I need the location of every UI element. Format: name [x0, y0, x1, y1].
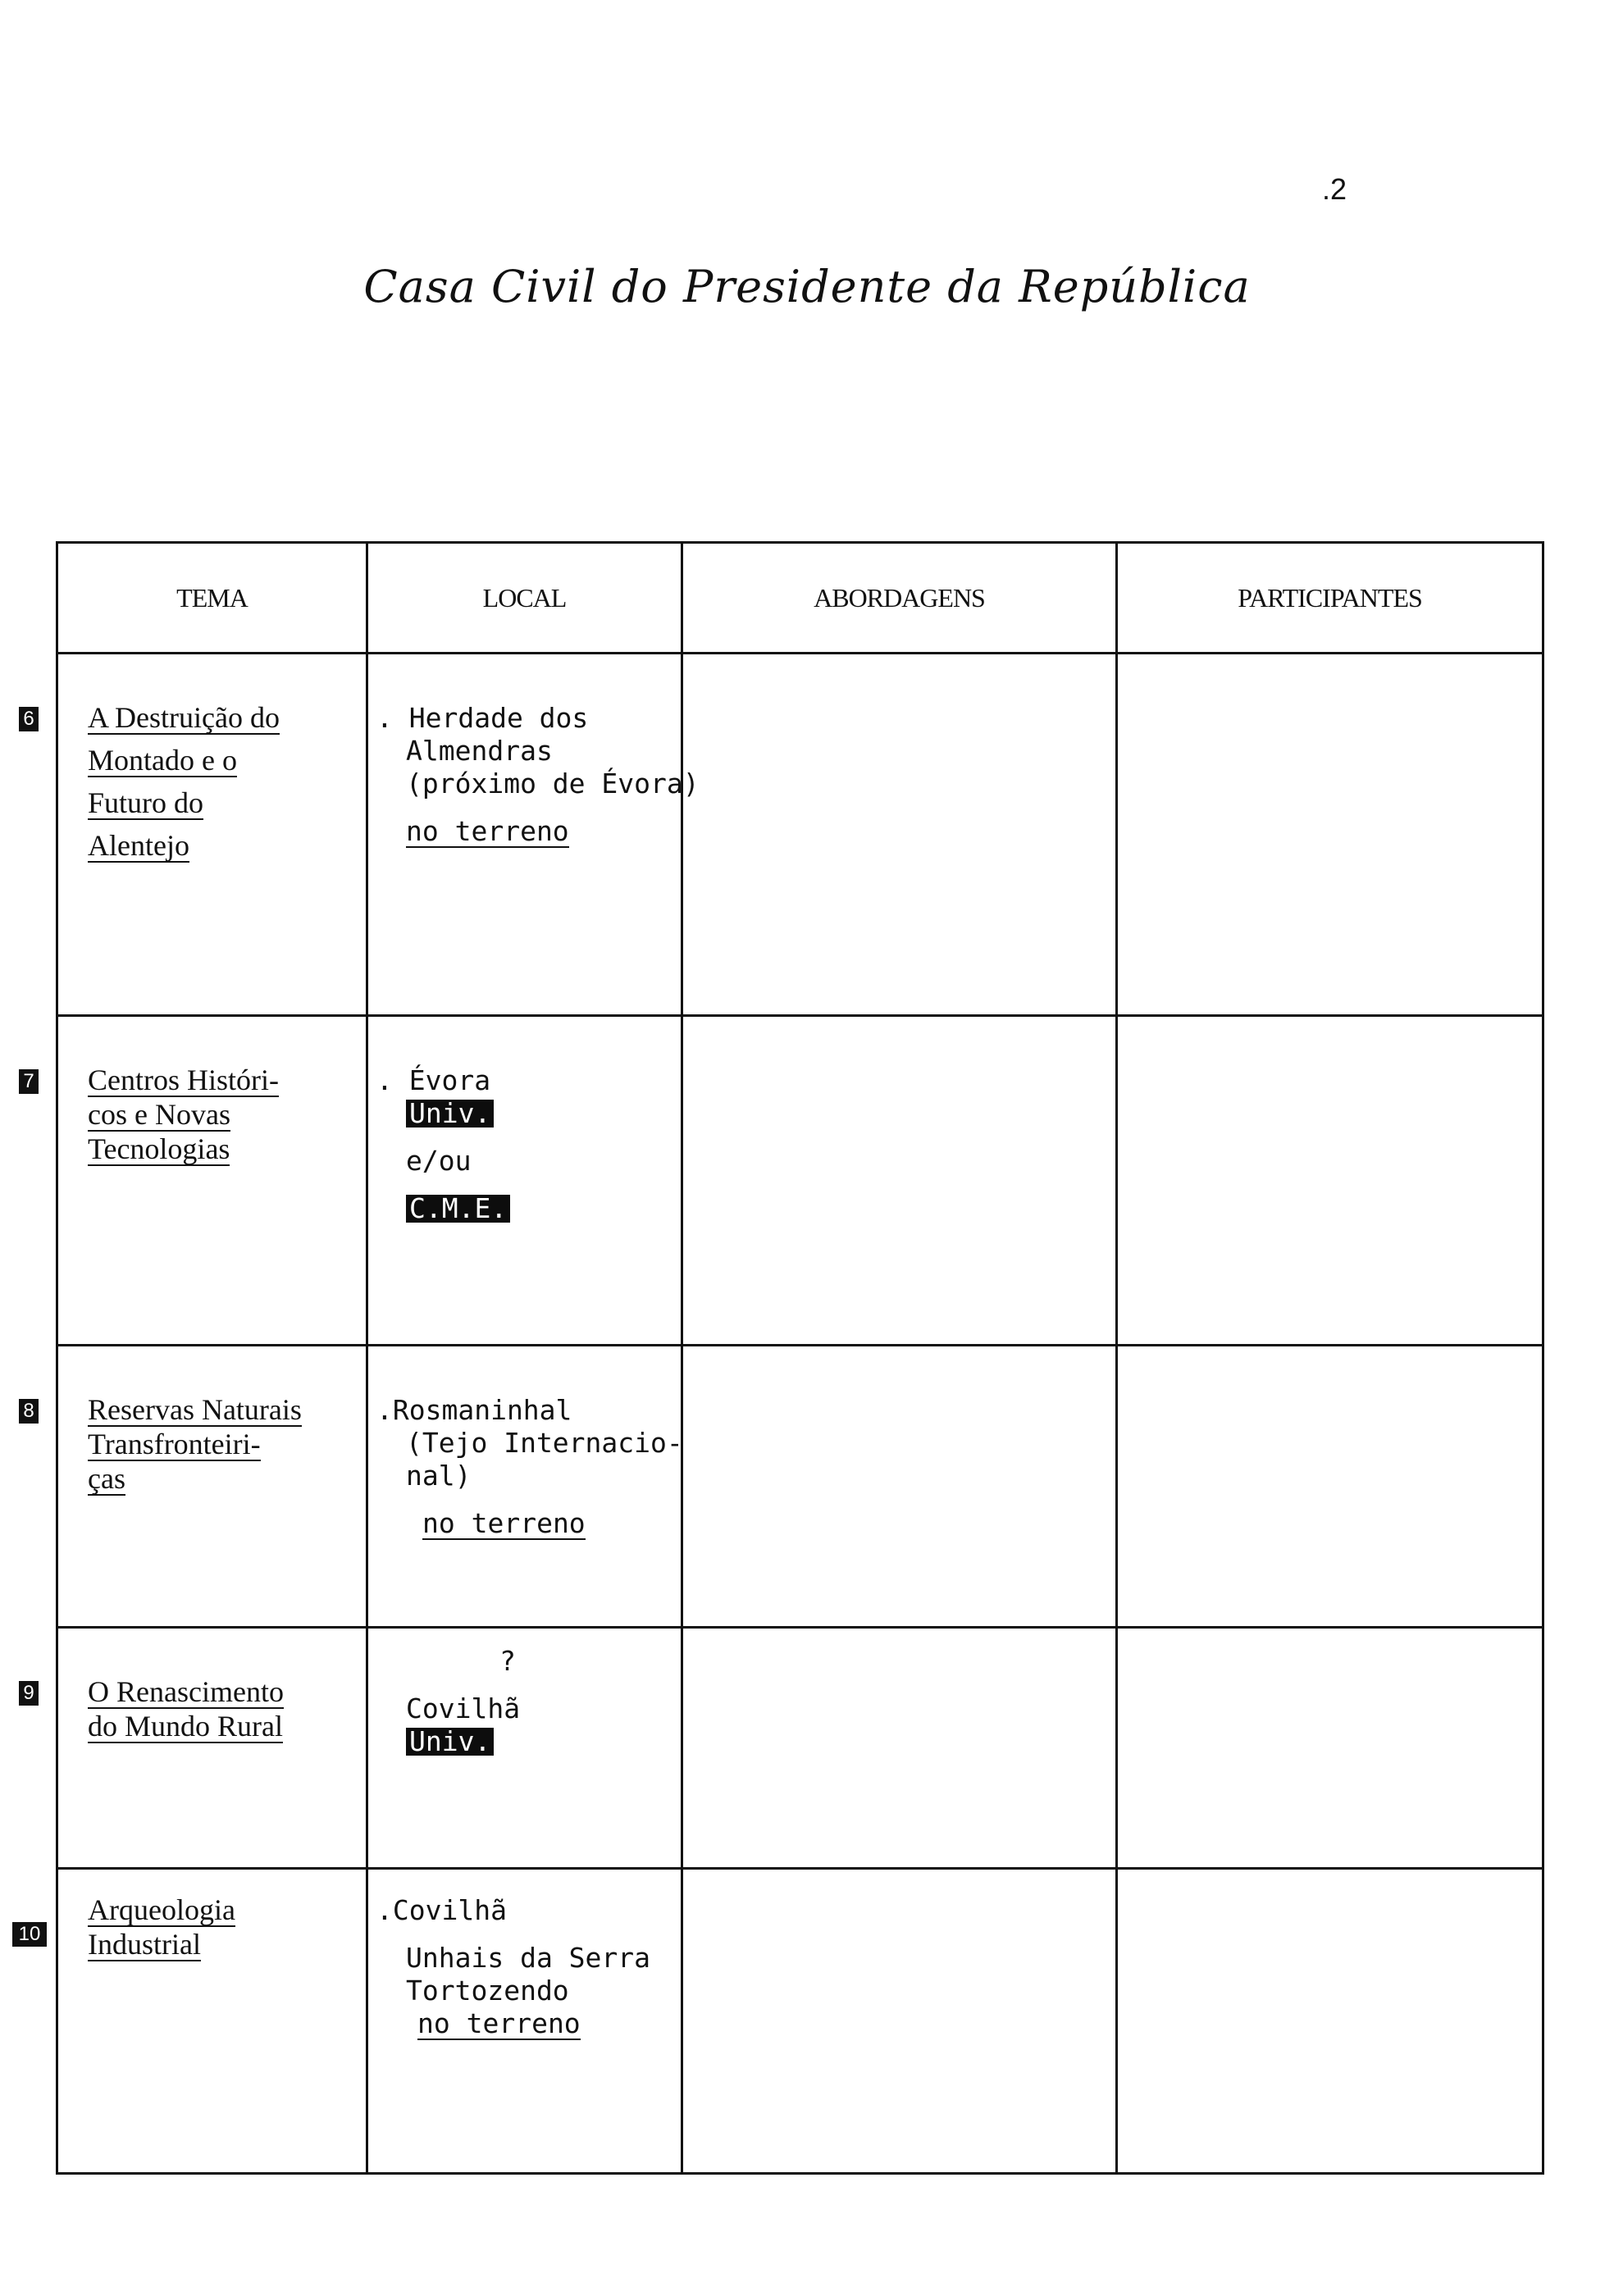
abordagens-cell: [682, 654, 1117, 1016]
local-text: (próximo de Évora): [406, 768, 700, 800]
row-number-badge: 9: [19, 1681, 39, 1706]
local-cell: [367, 1346, 682, 1628]
tema-text: Transfronteiri-: [88, 1428, 261, 1460]
local-text: Tortozendo: [406, 1975, 569, 2007]
abordagens-cell: [682, 1016, 1117, 1346]
tema-text: cos e Novas: [88, 1098, 230, 1131]
local-text: . Évora: [376, 1064, 491, 1096]
redacted-text: Univ.: [406, 1100, 494, 1128]
local-text: e/ou: [406, 1145, 472, 1177]
tema-cell: [23, 1346, 367, 1628]
redacted-text: Univ.: [406, 1728, 494, 1756]
participantes-cell: [1117, 1016, 1543, 1346]
redacted-text: C.M.E.: [406, 1195, 510, 1223]
tema-text: A Destruição do: [88, 701, 280, 734]
abordagens-cell: [682, 1346, 1117, 1628]
schedule-table: [18, 541, 1544, 2175]
participantes-cell: [1117, 1869, 1543, 2174]
tema-text: do Mundo Rural: [88, 1710, 283, 1742]
local-text: .Covilhã: [376, 1894, 507, 1926]
table-row: [57, 654, 1543, 1016]
tema-text: Futuro do: [88, 786, 204, 819]
local-text: Almendras: [406, 735, 553, 767]
table-row: [57, 1628, 1543, 1869]
tema-text: Tecnologias: [88, 1132, 230, 1165]
tema-text: Alentejo: [88, 829, 189, 862]
tema-text: ças: [88, 1462, 125, 1495]
tema-text: Reservas Naturais: [88, 1393, 302, 1426]
local-text: no terreno: [417, 2007, 581, 2039]
tema-cell: [18, 1869, 367, 2174]
table-row: [57, 1016, 1543, 1346]
row-number-badge: 6: [19, 707, 39, 731]
header-row: [57, 543, 1543, 654]
header-participantes: PARTICIPANTES: [1117, 543, 1543, 654]
table-row: [57, 1869, 1543, 2174]
tema-text: O Renascimento: [88, 1675, 284, 1708]
local-text: nal): [406, 1460, 472, 1492]
header-abordagens: ABORDAGENS: [682, 543, 1117, 654]
local-text: no terreno: [422, 1507, 586, 1539]
local-text: no terreno: [406, 815, 569, 847]
letterhead: Casa Civil do Presidente da República: [363, 261, 1251, 312]
tema-text: Arqueologia: [88, 1893, 235, 1926]
tema-text: Centros Históri-: [88, 1064, 279, 1096]
row-number-badge: 10: [12, 1922, 47, 1947]
tema-cell: [23, 1628, 367, 1869]
local-cell: [367, 1869, 682, 2174]
local-text: Covilhã: [406, 1692, 521, 1724]
question-mark: ?: [499, 1645, 516, 1677]
local-cell: [367, 654, 700, 1016]
header-tema: TEMA: [57, 543, 367, 654]
tema-text: Industrial: [88, 1928, 201, 1961]
tema-cell: [23, 1016, 367, 1346]
local-cell: [367, 1628, 682, 1869]
local-text: Unhais da Serra: [406, 1942, 651, 1974]
abordagens-cell: [682, 1869, 1117, 2174]
table-row: [57, 1346, 1543, 1628]
tema-cell: [23, 654, 367, 1016]
participantes-cell: [1117, 1628, 1543, 1869]
row-number-badge: 7: [19, 1069, 39, 1094]
local-cell: [367, 1016, 682, 1346]
local-text: (Tejo Internacio-: [406, 1427, 683, 1459]
participantes-cell: [1117, 1346, 1543, 1628]
tema-text: Montado e o: [88, 744, 237, 777]
row-number-badge: 8: [19, 1399, 39, 1424]
local-text: . Herdade dos: [376, 702, 589, 734]
header-local: LOCAL: [367, 543, 682, 654]
abordagens-cell: [682, 1628, 1117, 1869]
page-number: .2: [1322, 172, 1347, 206]
participantes-cell: [1117, 654, 1543, 1016]
local-text: .Rosmaninhal: [376, 1394, 572, 1426]
